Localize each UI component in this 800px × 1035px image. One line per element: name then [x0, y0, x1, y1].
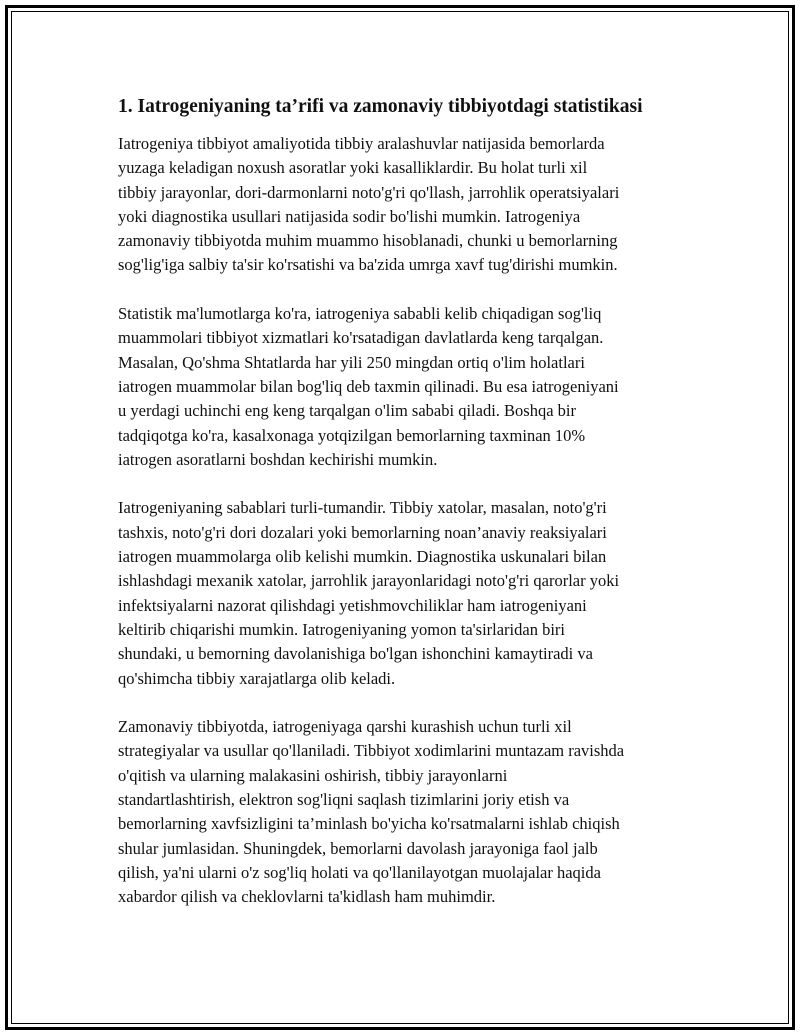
text-line: ishlashdagi mexanik xatolar, jarrohlik jarayonlaridagi noto'g'ri qarorlar yoki: [118, 571, 620, 591]
document-body: [118, 94, 692, 934]
text-line: u yerdagi uchinchi eng keng tarqalgan o'lim sababi qiladi. Boshqa bir: [118, 401, 576, 421]
paragraph-definition: [118, 132, 692, 278]
text-line: bemorlarning xavfsizligini ta’minlash bo'yicha ko'rsatmalarni ishlab chiqish: [118, 814, 620, 834]
text-line: yuzaga keladigan noxush asoratlar yoki kasalliklardir. Bu holat turli xil: [118, 158, 588, 178]
text-line: muammolari tibbiyot xizmatlari ko'rsatadigan davlatlarda keng tarqalgan.: [118, 328, 604, 348]
text-line: Masalan, Qo'shma Shtatlarda har yili 250 mingdan ortiq o'lim holatlari: [118, 352, 585, 372]
text-line: tibbiy jarayonlar, dori-darmonlarni noto'g'ri qo'llash, jarrohlik operatsiyalari: [118, 182, 620, 202]
section-title: 1. Iatrogeniyaning ta’rifi va zamonaviy tibbiyotdagi statistikasi: [118, 96, 643, 117]
text-line: iatrogen asoratlarni boshdan kechirishi mumkin.: [118, 449, 438, 469]
text-line: iatrogen muammolar bilan bog'liq deb taxmin qilinadi. Bu esa iatrogeniyani: [118, 376, 619, 396]
paragraph-causes: [118, 496, 692, 690]
text-line: shundaki, u bemorning davolanishiga bo'lgan ishonchini kamaytiradi va: [118, 644, 593, 664]
text-line: qilish, ya'ni ularni o'z sog'liq holati va qo'llanilayotgan muolajalar haqida: [118, 862, 601, 882]
text-line: qo'shimcha tibbiy xarajatlarga olib keladi.: [118, 668, 396, 688]
text-line: sog'lig'iga salbiy ta'sir ko'rsatishi va ba'zida umrga xavf tug'dirishi mumkin.: [118, 255, 618, 275]
text-line: Statistik ma'lumotlarga ko'ra, iatrogeniya sababli kelib chiqadigan sog'liq: [118, 304, 602, 324]
text-line: keltirib chiqarishi mumkin. Iatrogeniyaning yomon ta'sirlaridan biri: [118, 619, 565, 639]
text-line: strategiyalar va usullar qo'llaniladi. Tibbiyot xodimlarini muntazam ravishda: [118, 741, 625, 761]
paragraph-statistics: [118, 302, 692, 472]
text-line: Iatrogeniya tibbiyot amaliyotida tibbiy aralashuvlar natijasida bemorlarda: [118, 134, 605, 153]
paragraph-prevention: [118, 715, 692, 909]
text-line: iatrogen muammolarga olib kelishi mumkin. Diagnostika uskunalari bilan: [118, 547, 607, 567]
text-line: yoki diagnostika usullari natijasida sodir bo'lishi mumkin. Iatrogeniya: [118, 206, 581, 226]
text-line: xabardor qilish va cheklovlarni ta'kidlash ham muhimdir.: [118, 887, 496, 907]
text-line: o'qitish va ularning malakasini oshirish, tibbiy jarayonlarni: [118, 765, 508, 785]
text-line: zamonaviy tibbiyotda muhim muammo hisoblanadi, chunki u bemorlarning: [118, 231, 618, 251]
text-line: tashxis, noto'g'ri dori dozalari yoki bemorlarning noan’anaviy reaksiyalari: [118, 522, 607, 542]
text-line: tadqiqotga ko'ra, kasalxonaga yotqizilgan bemorlarning taxminan 10%: [118, 425, 586, 445]
text-line: Zamonaviy tibbiyotda, iatrogeniyaga qarshi kurashish uchun turli xil: [118, 717, 572, 737]
text-line: standartlashtirish, elektron sog'liqni saqlash tizimlarini joriy etish va: [118, 790, 570, 810]
text-line: Iatrogeniyaning sabablari turli-tumandir. Tibbiy xatolar, masalan, noto'g'ri: [118, 498, 607, 518]
text-line: shular jumlasidan. Shuningdek, bemorlarni davolash jarayoniga faol jalb: [118, 838, 598, 858]
text-line: infektsiyalarni nazorat qilishdagi yetishmovchiliklar ham iatrogeniyani: [118, 595, 587, 615]
